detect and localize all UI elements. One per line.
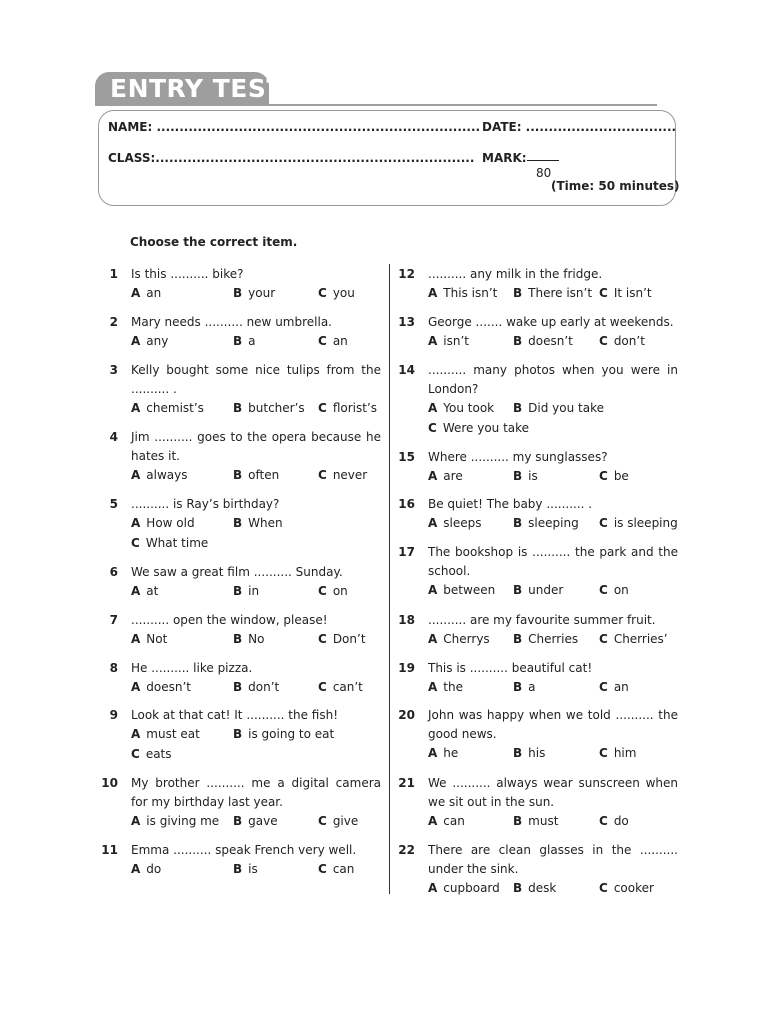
- option-letter: A: [131, 814, 141, 828]
- answer-option-a[interactable]: [131, 514, 195, 533]
- option-text: It isn’t: [613, 286, 652, 300]
- answer-option-c[interactable]: [131, 745, 172, 764]
- option-text: an: [332, 334, 348, 348]
- column-divider: [389, 264, 390, 894]
- answer-option-a[interactable]: [428, 399, 494, 418]
- option-letter: C: [599, 334, 608, 348]
- question-stem: We .......... always wear sunscreen when we sit out in the sun.: [428, 776, 678, 809]
- option-text: never: [332, 468, 368, 482]
- option-text: No: [248, 632, 265, 646]
- option-letter: B: [513, 286, 523, 300]
- answer-option-b[interactable]: [513, 678, 536, 697]
- mark-field: MARK:: [482, 151, 527, 165]
- option-letter: B: [233, 401, 243, 415]
- answer-option-a[interactable]: [131, 582, 158, 601]
- option-text: When: [248, 516, 283, 530]
- answer-option-a[interactable]: [428, 678, 463, 697]
- option-text: on: [332, 584, 348, 598]
- instruction: Choose the correct item.: [130, 235, 298, 249]
- option-text: is: [248, 862, 258, 876]
- answer-option-b[interactable]: [513, 630, 578, 649]
- question-stem: Mary needs .......... new umbrella.: [131, 315, 332, 329]
- option-text: a: [528, 680, 536, 694]
- option-letter: A: [131, 584, 141, 598]
- answer-option-c[interactable]: [599, 879, 654, 898]
- answer-option-a[interactable]: [428, 284, 497, 303]
- answer-option-c[interactable]: [318, 582, 348, 601]
- option-text: him: [613, 746, 637, 760]
- option-letter: A: [131, 286, 141, 300]
- option-letter: C: [318, 632, 327, 646]
- answer-option-b[interactable]: [513, 399, 604, 418]
- question-stem: He .......... like pizza.: [131, 661, 253, 675]
- option-text: can: [332, 862, 355, 876]
- option-letter: C: [318, 334, 327, 348]
- question-number: 14: [398, 363, 415, 377]
- option-letter: C: [599, 632, 608, 646]
- answer-option-c[interactable]: [599, 284, 652, 303]
- answer-option-c[interactable]: [318, 332, 348, 351]
- answer-option-c[interactable]: [428, 419, 529, 438]
- answer-option-b[interactable]: [233, 630, 264, 649]
- option-text: give: [332, 814, 359, 828]
- option-letter: B: [513, 881, 523, 895]
- option-letter: C: [318, 862, 327, 876]
- question-stem: Jim .......... goes to the opera because he hates it.: [131, 430, 381, 463]
- question-number: 8: [109, 661, 118, 675]
- option-letter: B: [233, 632, 243, 646]
- answer-option-b[interactable]: [513, 514, 579, 533]
- answer-option-a[interactable]: [131, 860, 161, 879]
- option-text: sleeps: [443, 516, 482, 530]
- option-text: an: [146, 286, 162, 300]
- answer-option-a[interactable]: [131, 466, 188, 485]
- option-text: butcher’s: [248, 401, 305, 415]
- option-letter: B: [513, 814, 523, 828]
- question-stem: .......... open the window, please!: [131, 613, 328, 627]
- option-letter: C: [318, 468, 327, 482]
- question-number: 12: [398, 267, 415, 281]
- option-letter: C: [599, 746, 608, 760]
- option-letter: C: [131, 747, 140, 761]
- question-number: 16: [398, 497, 415, 511]
- answer-option-b[interactable]: [513, 332, 573, 351]
- option-text: often: [248, 468, 280, 482]
- question-number: 21: [398, 776, 415, 790]
- option-text: doesn’t: [146, 680, 192, 694]
- question-stem: We saw a great film .......... Sunday.: [131, 565, 343, 579]
- question-stem: Is this .......... bike?: [131, 267, 244, 281]
- answer-option-a[interactable]: [131, 725, 200, 744]
- option-text: There isn’t: [528, 286, 593, 300]
- option-text: the: [443, 680, 463, 694]
- answer-option-c[interactable]: [318, 399, 377, 418]
- answer-option-a[interactable]: [428, 879, 500, 898]
- option-text: Cherries: [528, 632, 579, 646]
- option-letter: C: [599, 881, 608, 895]
- option-text: How old: [146, 516, 195, 530]
- option-letter: C: [428, 421, 437, 435]
- option-text: his: [528, 746, 546, 760]
- option-text: on: [613, 583, 629, 597]
- page-title: ENTRY TEST: [110, 74, 284, 103]
- option-letter: A: [428, 401, 438, 415]
- answer-option-a[interactable]: [131, 399, 204, 418]
- option-letter: A: [428, 632, 438, 646]
- option-letter: A: [428, 516, 438, 530]
- option-text: be: [613, 469, 629, 483]
- option-letter: C: [599, 680, 608, 694]
- question-stem: .......... any milk in the fridge.: [428, 267, 603, 281]
- question-stem: The bookshop is .......... the park and the school.: [428, 545, 678, 578]
- answer-option-b[interactable]: [233, 466, 279, 485]
- answer-option-a[interactable]: [131, 284, 161, 303]
- option-text: is sleeping: [613, 516, 678, 530]
- option-text: in: [248, 584, 260, 598]
- option-letter: B: [233, 814, 243, 828]
- question-stem: .......... many photos when you were in London?: [428, 363, 678, 396]
- option-letter: B: [513, 632, 523, 646]
- option-letter: C: [318, 584, 327, 598]
- option-letter: A: [131, 516, 141, 530]
- option-text: don’t: [248, 680, 280, 694]
- answer-option-c[interactable]: [599, 812, 629, 831]
- question-number: 22: [398, 843, 415, 857]
- answer-option-a[interactable]: [131, 332, 168, 351]
- option-text: Not: [146, 632, 168, 646]
- answer-option-a[interactable]: [428, 467, 463, 486]
- answer-option-c[interactable]: [599, 581, 629, 600]
- question-number: 1: [109, 267, 118, 281]
- answer-option-c[interactable]: [318, 678, 363, 697]
- answer-option-b[interactable]: [233, 514, 283, 533]
- option-text: cooker: [613, 881, 654, 895]
- name-field: NAME: .......................................................................: [108, 120, 481, 134]
- option-letter: B: [233, 468, 243, 482]
- answer-option-c[interactable]: [318, 466, 367, 485]
- option-letter: B: [233, 516, 243, 530]
- answer-option-c[interactable]: [599, 744, 636, 763]
- option-text: between: [443, 583, 496, 597]
- option-letter: A: [131, 632, 141, 646]
- option-letter: C: [599, 814, 608, 828]
- option-text: are: [443, 469, 463, 483]
- option-letter: B: [233, 286, 243, 300]
- question-number: 6: [109, 565, 118, 579]
- option-text: What time: [145, 536, 209, 550]
- option-letter: C: [318, 286, 327, 300]
- option-text: cupboard: [443, 881, 500, 895]
- question-number: 5: [109, 497, 118, 511]
- option-text: is giving me: [146, 814, 220, 828]
- option-text: gave: [248, 814, 278, 828]
- question-number: 3: [109, 363, 118, 377]
- option-text: is going to eat: [248, 727, 335, 741]
- option-letter: B: [233, 334, 243, 348]
- option-letter: A: [428, 881, 438, 895]
- option-letter: C: [318, 814, 327, 828]
- answer-option-a[interactable]: [428, 514, 482, 533]
- option-letter: B: [233, 862, 243, 876]
- option-letter: A: [428, 814, 438, 828]
- option-text: sleeping: [528, 516, 579, 530]
- option-text: isn’t: [443, 334, 470, 348]
- question-number: 15: [398, 450, 415, 464]
- option-letter: A: [428, 469, 438, 483]
- answer-option-c[interactable]: [318, 860, 354, 879]
- option-text: do: [613, 814, 629, 828]
- answer-option-b[interactable]: [233, 678, 279, 697]
- date-field: DATE: .................................: [482, 120, 677, 134]
- option-text: Cherrys: [443, 632, 490, 646]
- option-letter: C: [131, 536, 140, 550]
- option-letter: B: [513, 334, 523, 348]
- option-text: Were you take: [442, 421, 530, 435]
- option-letter: B: [513, 469, 523, 483]
- option-text: your: [248, 286, 276, 300]
- question-stem: Where .......... my sunglasses?: [428, 450, 608, 464]
- question-number: 2: [109, 315, 118, 329]
- option-letter: A: [131, 727, 141, 741]
- option-text: you: [332, 286, 355, 300]
- class-field: CLASS:......................................................................: [108, 151, 475, 165]
- answer-option-c[interactable]: [599, 332, 645, 351]
- option-letter: B: [513, 516, 523, 530]
- option-letter: B: [233, 727, 243, 741]
- option-text: must: [528, 814, 559, 828]
- option-letter: B: [513, 401, 523, 415]
- question-number: 4: [109, 430, 118, 444]
- option-text: can’t: [332, 680, 363, 694]
- answer-option-a[interactable]: [428, 332, 469, 351]
- option-letter: A: [131, 468, 141, 482]
- answer-option-b[interactable]: [233, 332, 256, 351]
- option-letter: B: [513, 583, 523, 597]
- question-number: 11: [101, 843, 118, 857]
- question-stem: My brother .......... me a digital camera for my birthday last year.: [131, 776, 381, 809]
- question-stem: Emma .......... speak French very well.: [131, 843, 357, 857]
- time-limit: (Time: 50 minutes): [551, 179, 680, 193]
- title-divider: [95, 104, 657, 106]
- answer-option-b[interactable]: [513, 812, 558, 831]
- option-letter: B: [513, 746, 523, 760]
- option-text: he: [443, 746, 459, 760]
- option-text: an: [613, 680, 629, 694]
- question-number: 13: [398, 315, 415, 329]
- answer-option-b[interactable]: [233, 399, 305, 418]
- option-text: Cherries’: [613, 632, 668, 646]
- answer-option-c[interactable]: [599, 630, 668, 649]
- question-stem: This is .......... beautiful cat!: [428, 661, 593, 675]
- option-letter: B: [233, 584, 243, 598]
- option-letter: A: [428, 286, 438, 300]
- question-stem: .......... is Ray’s birthday?: [131, 497, 280, 511]
- question-number: 18: [398, 613, 415, 627]
- option-text: chemist’s: [146, 401, 204, 415]
- option-letter: B: [233, 680, 243, 694]
- answer-option-a[interactable]: [428, 630, 490, 649]
- option-letter: C: [599, 516, 608, 530]
- answer-option-b[interactable]: [233, 725, 334, 744]
- answer-option-a[interactable]: [131, 630, 167, 649]
- mark-fraction-line: [527, 160, 559, 161]
- option-letter: A: [428, 746, 438, 760]
- answer-option-b[interactable]: [233, 812, 278, 831]
- option-letter: A: [131, 680, 141, 694]
- option-letter: B: [513, 680, 523, 694]
- question-stem: There are clean glasses in the .......... under the sink.: [428, 843, 678, 876]
- answer-option-b[interactable]: [233, 284, 275, 303]
- option-text: under: [528, 583, 564, 597]
- answer-option-c[interactable]: [599, 514, 678, 533]
- answer-option-a[interactable]: [131, 812, 219, 831]
- option-text: Did you take: [528, 401, 604, 415]
- option-letter: C: [599, 469, 608, 483]
- answer-option-a[interactable]: [131, 678, 191, 697]
- option-text: is: [528, 469, 538, 483]
- answer-option-c[interactable]: [318, 284, 355, 303]
- option-text: You took: [443, 401, 495, 415]
- question-stem: John was happy when we told .......... the good news.: [428, 708, 678, 741]
- option-letter: C: [599, 286, 608, 300]
- option-text: doesn’t: [528, 334, 573, 348]
- option-text: at: [146, 584, 159, 598]
- answer-option-a[interactable]: [428, 812, 465, 831]
- option-text: don’t: [613, 334, 645, 348]
- answer-option-b[interactable]: [233, 860, 258, 879]
- option-text: must eat: [146, 727, 200, 741]
- answer-option-a[interactable]: [428, 744, 458, 763]
- answer-option-b[interactable]: [233, 582, 259, 601]
- question-number: 17: [398, 545, 415, 559]
- question-stem: Kelly bought some nice tulips from the .......... .: [131, 363, 381, 396]
- option-text: always: [146, 468, 188, 482]
- answer-option-c[interactable]: [318, 812, 358, 831]
- option-text: any: [146, 334, 169, 348]
- question-number: 10: [101, 776, 118, 790]
- answer-option-b[interactable]: [513, 467, 538, 486]
- option-letter: C: [318, 401, 327, 415]
- option-text: florist’s: [332, 401, 378, 415]
- option-letter: C: [318, 680, 327, 694]
- answer-option-c[interactable]: [318, 630, 366, 649]
- answer-option-b[interactable]: [513, 744, 545, 763]
- question-number: 7: [109, 613, 118, 627]
- option-text: eats: [145, 747, 172, 761]
- answer-option-c[interactable]: [131, 534, 208, 553]
- option-text: Don’t: [332, 632, 366, 646]
- answer-option-c[interactable]: [599, 467, 629, 486]
- option-text: a: [248, 334, 256, 348]
- answer-option-c[interactable]: [599, 678, 629, 697]
- answer-option-b[interactable]: [513, 581, 563, 600]
- question-number: 20: [398, 708, 415, 722]
- answer-option-b[interactable]: [513, 879, 556, 898]
- option-letter: A: [131, 334, 141, 348]
- option-letter: C: [599, 583, 608, 597]
- option-text: do: [146, 862, 162, 876]
- question-stem: George ....... wake up early at weekends.: [428, 315, 674, 329]
- option-letter: A: [131, 862, 141, 876]
- option-text: can: [443, 814, 465, 828]
- option-text: This isn’t: [443, 286, 498, 300]
- question-stem: Be quiet! The baby .......... .: [428, 497, 593, 511]
- mark-total: 80: [536, 166, 552, 180]
- option-text: desk: [528, 881, 557, 895]
- answer-option-b[interactable]: [513, 284, 592, 303]
- option-letter: A: [428, 583, 438, 597]
- option-letter: A: [428, 680, 438, 694]
- question-stem: Look at that cat! It .......... the fish!: [131, 708, 339, 722]
- question-number: 19: [398, 661, 415, 675]
- question-stem: .......... are my favourite summer fruit.: [428, 613, 656, 627]
- option-letter: A: [428, 334, 438, 348]
- answer-option-a[interactable]: [428, 581, 495, 600]
- question-number: 9: [109, 708, 118, 722]
- option-letter: A: [131, 401, 141, 415]
